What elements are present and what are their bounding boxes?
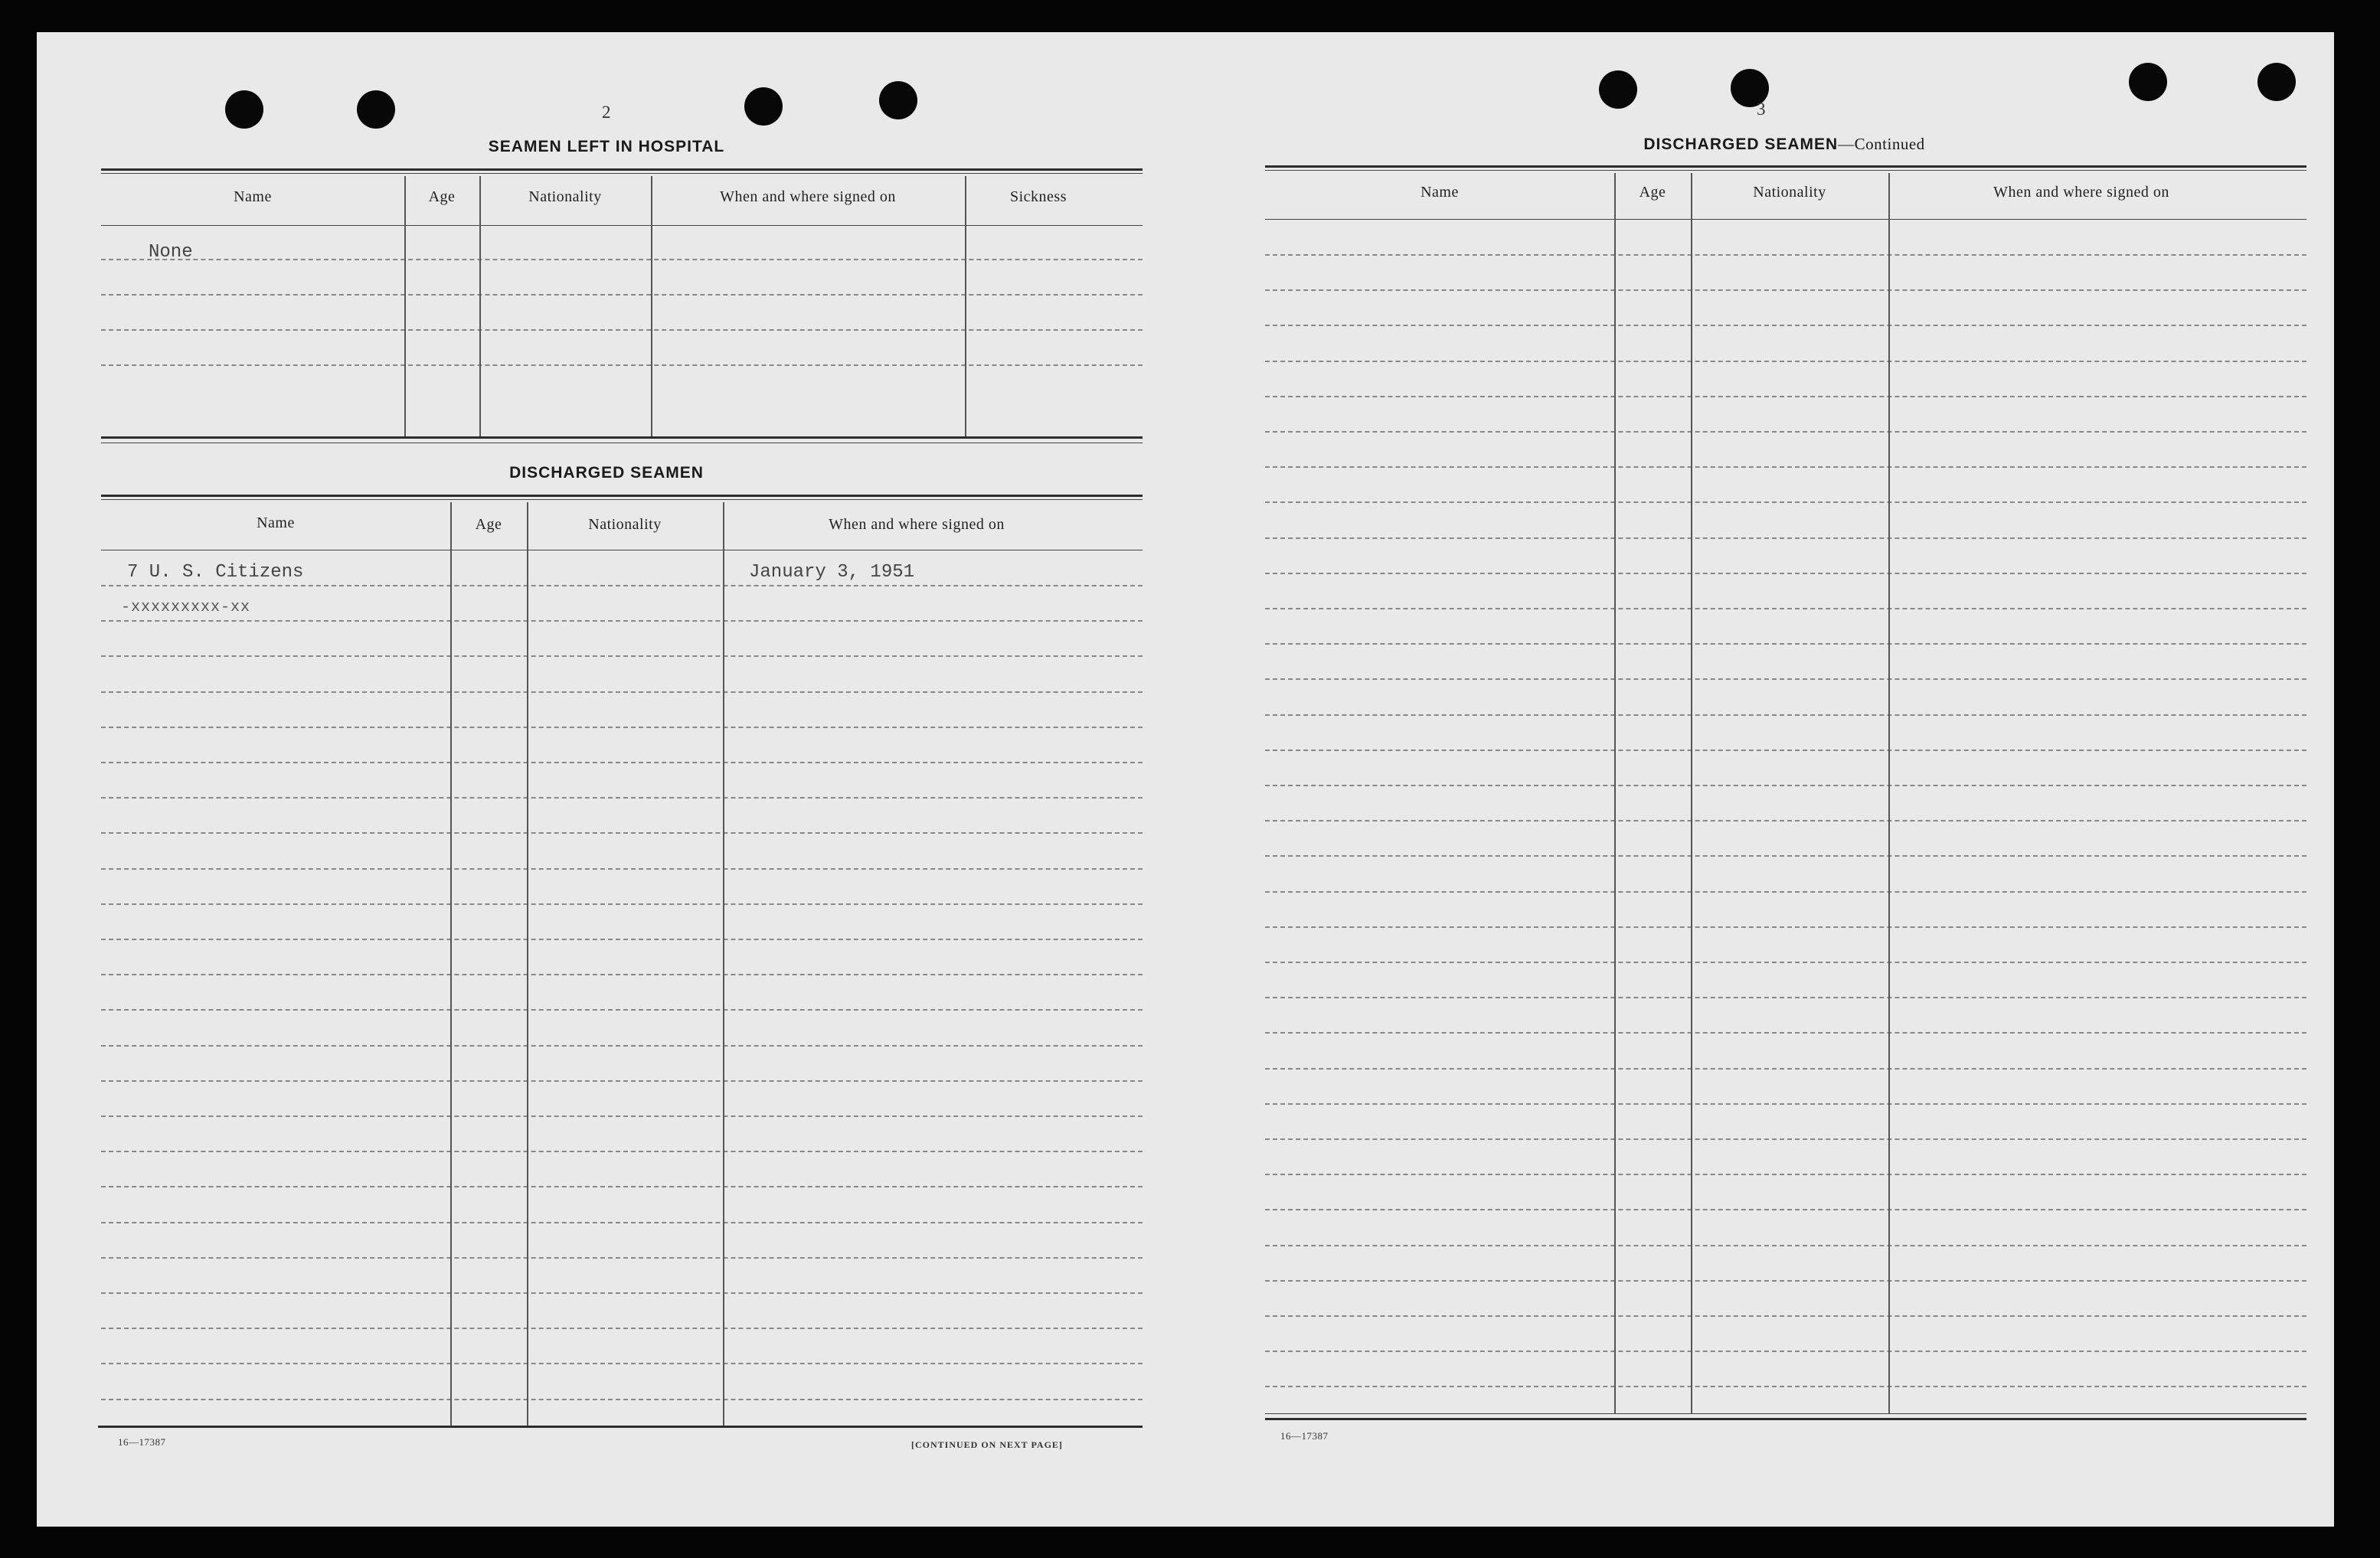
ruled-row-line [101, 620, 1143, 622]
punch-hole [1599, 70, 1637, 109]
hospital-col-nationality: Nationality [528, 188, 602, 205]
ruled-row-line [1265, 714, 2306, 716]
ruled-row-line [101, 691, 1143, 693]
form-number-right: 16—17387 [1280, 1430, 1329, 1442]
ruled-row-line [101, 727, 1143, 728]
ruled-row-line [101, 1363, 1143, 1364]
ruled-row-line [1265, 750, 2306, 751]
hospital-col-name: Name [234, 188, 272, 205]
ruled-row-line [1265, 396, 2306, 397]
discharged-continued-title [1264, 135, 2305, 154]
ruled-row-line [101, 1257, 1143, 1259]
ruled-row-line [101, 1115, 1143, 1117]
continued-note: [CONTINUED ON NEXT PAGE] [911, 1439, 1063, 1450]
page-number-right: 3 [1757, 100, 1766, 119]
ruled-row-line [101, 903, 1143, 905]
punch-hole [2129, 63, 2167, 101]
right-col-name: Name [1420, 184, 1459, 201]
discharged-col-age: Age [475, 516, 502, 533]
form-number-left: 16—17387 [118, 1436, 166, 1448]
ruled-row-line [1265, 537, 2306, 539]
ruled-row-line [1265, 1138, 2306, 1140]
page-number-left: 2 [602, 103, 611, 122]
ruled-row-line [101, 974, 1143, 975]
ruled-row-line [101, 1186, 1143, 1187]
struck-out-entry: -xxxxxxxxx-xx [121, 599, 251, 616]
hospital-entry-name: None [149, 242, 193, 263]
ruled-row-line [1265, 997, 2306, 998]
form-sheet [37, 32, 2334, 1527]
ruled-row-line [101, 1399, 1143, 1400]
discharged-continued-main: DISCHARGED SEAMEN [1643, 136, 1839, 153]
ruled-row-line [1265, 361, 2306, 362]
ruled-row-line [1265, 1315, 2306, 1317]
ruled-row-line [1265, 891, 2306, 893]
punch-hole [225, 90, 263, 129]
ruled-row-line [101, 1292, 1143, 1294]
ruled-row-line [1265, 608, 2306, 609]
ruled-row-line [1265, 855, 2306, 857]
ruled-row-line [101, 585, 1143, 586]
ruled-row-line [1265, 1103, 2306, 1105]
hospital-col-age: Age [428, 188, 456, 205]
ruled-row-line [1265, 1280, 2306, 1282]
discharged-col-signed-on: When and where signed on [829, 516, 1005, 533]
ruled-row-line [101, 832, 1143, 834]
ruled-row-line [1265, 1386, 2306, 1387]
ruled-row-line [101, 655, 1143, 657]
right-col-nationality: Nationality [1753, 184, 1826, 201]
ruled-row-line [101, 1328, 1143, 1329]
ruled-row-line [1265, 1209, 2306, 1210]
discharged-continued-suffix: —Continued [1838, 135, 1925, 153]
hospital-col-signed-on: When and where signed on [720, 188, 896, 205]
ruled-row-line [1265, 962, 2306, 963]
ruled-row-line [1265, 926, 2306, 928]
ruled-row-line [1265, 1351, 2306, 1352]
discharged-col-nationality: Nationality [588, 516, 662, 533]
punch-hole [744, 87, 783, 126]
punch-hole [879, 81, 917, 119]
ruled-row-line [1265, 1245, 2306, 1246]
right-col-age: Age [1639, 184, 1666, 201]
punch-hole [2257, 63, 2296, 101]
ruled-row-line [1265, 678, 2306, 680]
right-col-signed-on: When and where signed on [1993, 184, 2169, 201]
ruled-row-line [101, 939, 1143, 940]
ruled-row-line [1265, 466, 2306, 468]
ruled-row-line [101, 797, 1143, 799]
ruled-row-line [101, 762, 1143, 763]
ruled-row-line [1265, 431, 2306, 433]
ruled-row-line [101, 1080, 1143, 1082]
ruled-row-line [1265, 325, 2306, 326]
ruled-row-line [1265, 785, 2306, 786]
ruled-row-line [1265, 643, 2306, 645]
discharged-section-title: DISCHARGED SEAMEN [509, 464, 704, 482]
ruled-row-line [101, 1009, 1143, 1011]
ruled-row-line [1265, 289, 2306, 291]
ruled-row-line [1265, 820, 2306, 821]
discharged-col-name: Name [257, 514, 295, 531]
ruled-row-line [101, 1151, 1143, 1152]
ruled-row-line [1265, 1068, 2306, 1070]
hospital-col-sickness: Sickness [1010, 188, 1067, 205]
ruled-row-line [1265, 1032, 2306, 1034]
ruled-row-line [101, 1222, 1143, 1223]
discharged-entry-signed-on: January 3, 1951 [749, 562, 915, 583]
ruled-row-line [101, 1045, 1143, 1047]
ruled-row-line [101, 868, 1143, 870]
ruled-row-line [1265, 1174, 2306, 1175]
ruled-row-line [1265, 254, 2306, 256]
hospital-section-title: SEAMEN LEFT IN HOSPITAL [488, 138, 725, 155]
ruled-row-line [1265, 501, 2306, 503]
ruled-row-line [1265, 573, 2306, 574]
discharged-entry-name: 7 U. S. Citizens [127, 562, 304, 583]
punch-hole [357, 90, 395, 129]
